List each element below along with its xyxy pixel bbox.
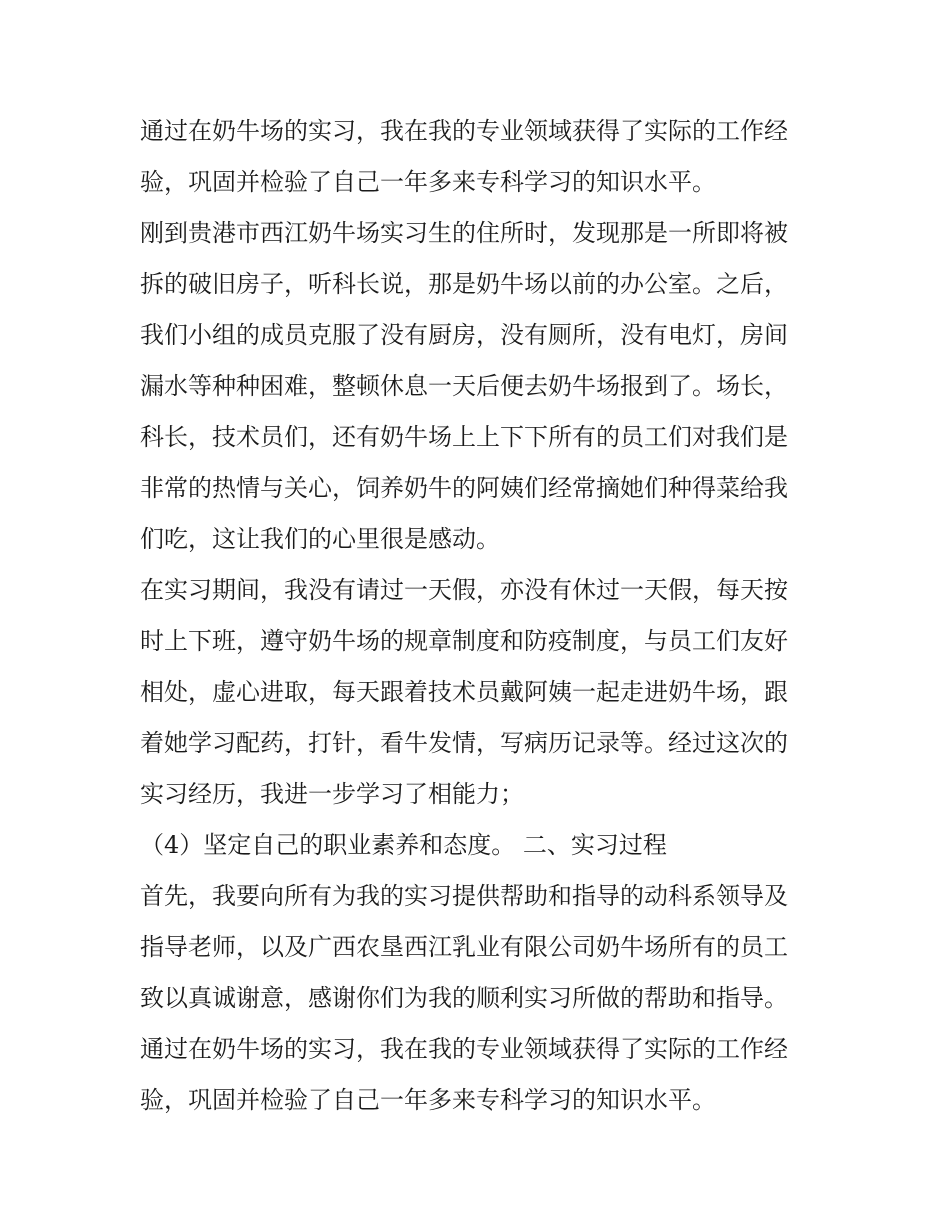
text-line: 漏水等种种困难，整顿休息一天后便去奶牛场报到了。场长， xyxy=(140,372,788,400)
text-line: 指导老师，以及广西农垦西江乳业有限公司奶牛场所有的员工 xyxy=(140,933,788,961)
text-line: 我们小组的成员克服了没有厨房，没有厕所，没有电灯，房间 xyxy=(140,321,788,349)
text-line: 通过在奶牛场的实习，我在我的专业领域获得了实际的工作经 xyxy=(140,117,788,145)
text-line: 科长，技术员们，还有奶牛场上上下下所有的员工们对我们是 xyxy=(140,423,788,451)
text-line: （4）坚定自己的职业素养和态度。 二、实习过程 xyxy=(140,831,667,859)
text-line: 们吃，这让我们的心里很是感动。 xyxy=(140,525,500,553)
text-line: 时上下班，遵守奶牛场的规章制度和防疫制度，与员工们友好 xyxy=(140,627,788,655)
text-line: 通过在奶牛场的实习，我在我的专业领域获得了实际的工作经 xyxy=(140,1035,788,1063)
text-line: 首先，我要向所有为我的实习提供帮助和指导的动科系领导及 xyxy=(140,882,788,910)
text-line: 拆的破旧房子，听科长说，那是奶牛场以前的办公室。之后， xyxy=(140,270,788,298)
body-text xyxy=(140,106,812,1126)
text-line: 致以真诚谢意，感谢你们为我的顺利实习所做的帮助和指导。 xyxy=(140,984,788,1012)
text-line: 验，巩固并检验了自己一年多来专科学习的知识水平。 xyxy=(140,1086,716,1114)
text-line: 着她学习配药，打针，看牛发情，写病历记录等。经过这次的 xyxy=(140,729,788,757)
text-line: 相处，虚心进取，每天跟着技术员戴阿姨一起走进奶牛场，跟 xyxy=(140,678,788,706)
text-line: 刚到贵港市西江奶牛场实习生的住所时，发现那是一所即将被 xyxy=(140,219,788,247)
text-line: 非常的热情与关心，饲养奶牛的阿姨们经常摘她们种得菜给我 xyxy=(140,474,788,502)
text-line: 在实习期间，我没有请过一天假，亦没有休过一天假，每天按 xyxy=(140,576,788,604)
text-line: 验，巩固并检验了自己一年多来专科学习的知识水平。 xyxy=(140,168,716,196)
text-line: 实习经历，我进一步学习了相能力； xyxy=(140,780,524,808)
